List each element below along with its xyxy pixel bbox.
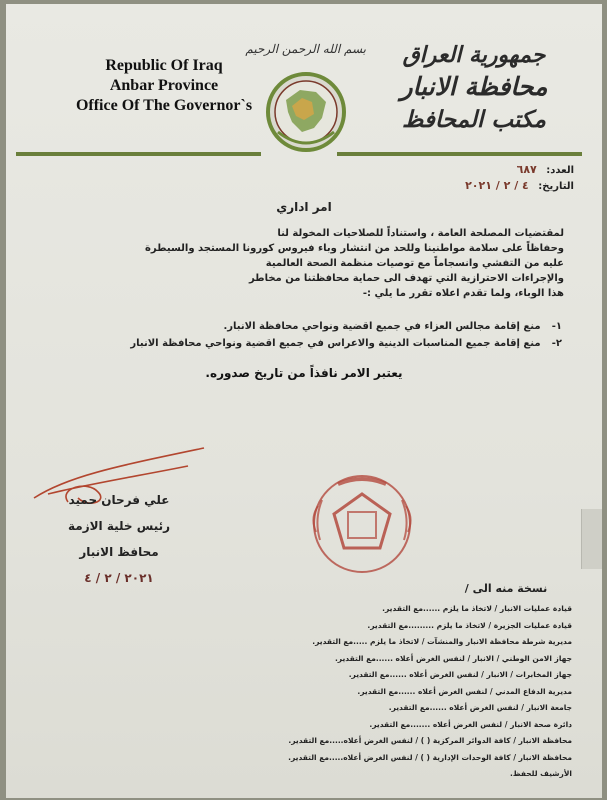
arabic-letterhead	[374, 40, 574, 136]
signature-date: ٢٠٢١ / ٢ / ٤	[84, 571, 154, 585]
signer-title: محافظ الانبار	[79, 545, 159, 559]
copy-recipient: جامعة الانبار / لنفس الغرض أعلاه ......مع التقدير.	[388, 703, 572, 712]
english-letterhead	[64, 56, 264, 116]
page-edge-tab	[581, 509, 602, 569]
copy-recipient: قيادة عمليات الجزيرة / لاتخاذ ما يلزم .........مع التقدير.	[367, 620, 572, 630]
body-line: عليه من التفشي وانسجاماً مع توصيات منظمة الصحة العالمية	[265, 258, 564, 269]
province-emblem-icon	[256, 62, 356, 158]
english-line-1: Republic Of Iraq	[105, 57, 223, 74]
number-value: ٦٨٧	[516, 163, 537, 176]
date-value: ٤ / ٢ / ٢٠٢١	[465, 179, 529, 192]
english-line-3: Office Of The Governor`s	[75, 97, 253, 114]
order-title: امر اداري	[276, 200, 332, 214]
basmala: بسم الله الرحمن الرحيم	[245, 42, 366, 56]
body-line: والإجراءات الاحترازية التي تهدف الى حماية محافظتنا من مخاطر	[248, 273, 564, 284]
header-rule-right	[337, 152, 582, 156]
copy-recipient: الأرشيف للحفظ.	[509, 769, 572, 778]
order-item	[42, 318, 562, 335]
document-page	[6, 4, 602, 798]
signature-block	[44, 487, 194, 591]
copy-recipient: محافظة الانبار / كافة الوحدات الإدارية ( ) / لنفس الغرض أعلاه.....مع التقدير.	[288, 752, 572, 762]
copies-list	[192, 601, 572, 783]
item-text: منع إقامة جميع المناسبات الدينية والاعراس في جميع اقضية ونواحي محافظة الانبار	[130, 338, 541, 349]
signer-role: رئيس خلية الازمة	[67, 519, 171, 533]
body-line: هذا الوباء، ولما تقدم اعلاه تقرر ما يلي :-	[362, 288, 564, 299]
body-line: لمقتضيات المصلحة العامة ، واستناداً للصلاحيات المخولة لنا	[277, 228, 564, 239]
number-label: العدد:	[546, 165, 574, 176]
date-label: التاريخ:	[538, 181, 574, 192]
item-text: منع إقامة مجالس العزاء في جميع اقضية ونواحي محافظة الانبار.	[223, 321, 541, 332]
item-number: ١-	[551, 321, 562, 332]
copy-recipient: مديرية الدفاع المدني / لنفس الغرض أعلاه ......مع التقدير.	[357, 686, 572, 696]
enforcement-statement: يعتبر الامر نافذاً من تاريخ صدوره.	[205, 366, 403, 380]
order-items	[42, 318, 562, 352]
english-line-2: Anbar Province	[109, 77, 219, 94]
copies-title: نسخة منه الى /	[464, 582, 548, 595]
item-number: ٢-	[551, 338, 562, 349]
copy-recipient: قيادة عمليات الانبار / لاتخاذ ما يلزم ......مع التقدير.	[382, 604, 572, 613]
signer-name: علي فرحان حميد	[68, 493, 170, 507]
body-line: وحفاظاً على سلامة مواطنينا وللحد من انتشار وباء فيروس كورونا المستجد والسيطرة	[145, 243, 564, 254]
copy-recipient: مديرية شرطة محافظة الانبار والمنشآت / لاتخاذ ما يلزم .....مع التقدير.	[312, 637, 572, 646]
order-item	[42, 335, 562, 352]
arabic-line-2: محافظة الانبار	[400, 72, 548, 101]
arabic-line-3: مكتب المحافظ	[402, 106, 546, 133]
header-rule-left	[16, 152, 261, 156]
copy-recipient: جهاز الامن الوطني / الانبار / لنفس الغرض أعلاه ......مع التقدير.	[334, 653, 572, 663]
official-seal-icon	[298, 460, 426, 588]
order-body	[44, 226, 564, 301]
copy-recipient: محافظة الانبار / كافة الدوائر المركزية ( ) / لنفس الغرض أعلاه.....مع التقدير.	[288, 736, 572, 745]
reference-block	[465, 162, 574, 194]
copy-recipient: جهاز المخابرات / الانبار / لنفس الغرض أعلاه ......مع التقدير.	[348, 670, 572, 679]
arabic-line-1: جمهورية العراق	[402, 42, 546, 68]
copy-recipient: دائرة صحة الانبار / لنفس الغرض أعلاه .......مع التقدير.	[369, 719, 572, 729]
